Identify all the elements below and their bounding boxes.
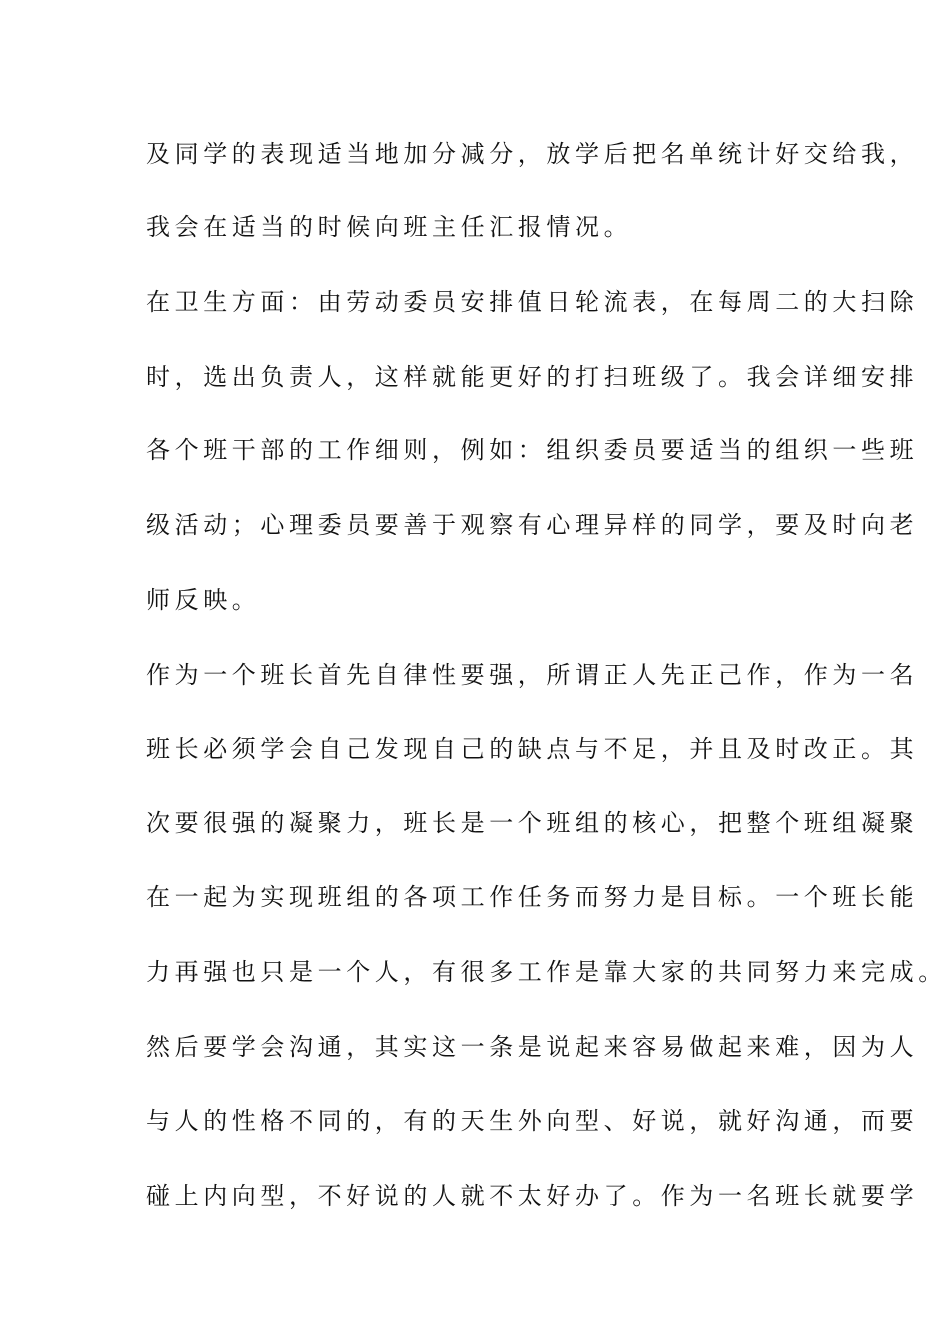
- text-line: 级活动；心理委员要善于观察有心理异样的同学，要及时向老: [146, 511, 919, 539]
- text-line: 我会在适当的时候向班主任汇报情况。: [146, 213, 633, 241]
- text-line: 与人的性格不同的，有的天生外向型、好说，就好沟通，而要: [146, 1107, 919, 1135]
- text-line: 作为一个班长首先自律性要强，所谓正人先正己作，作为一名: [146, 661, 919, 689]
- text-line: 在一起为实现班组的各项工作任务而努力是目标。一个班长能: [146, 883, 919, 911]
- text-line: 师反映。: [146, 586, 261, 614]
- text-line: 各个班干部的工作细则，例如：组织委员要适当的组织一些班: [146, 436, 919, 464]
- text-line: 时，选出负责人，这样就能更好的打扫班级了。我会详细安排: [146, 363, 919, 391]
- text-line: 在卫生方面：由劳动委员安排值日轮流表，在每周二的大扫除: [146, 288, 919, 316]
- text-line: 及同学的表现适当地加分减分，放学后把名单统计好交给我，: [146, 140, 919, 168]
- text-line: 碰上内向型，不好说的人就不太好办了。作为一名班长就要学: [146, 1182, 919, 1210]
- text-line: 次要很强的凝聚力，班长是一个班组的核心，把整个班组凝聚: [146, 809, 919, 837]
- text-line: 力再强也只是一个人，有很多工作是靠大家的共同努力来完成。: [146, 958, 947, 986]
- text-line: 班长必须学会自己发现自己的缺点与不足，并且及时改正。其: [146, 735, 919, 763]
- text-line: 然后要学会沟通，其实这一条是说起来容易做起来难，因为人: [146, 1033, 919, 1061]
